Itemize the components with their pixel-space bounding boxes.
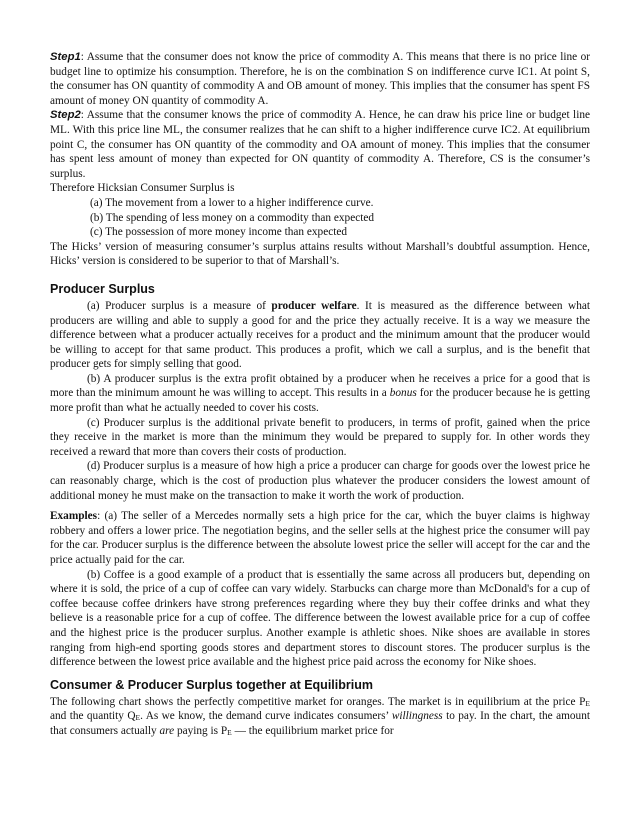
eq-t4: to pay. In the chart, the amount that consumers actually: [50, 710, 590, 737]
document-page: [50, 50, 590, 739]
list-item: (a) The movement from a lower to a higher indifference curve.: [90, 196, 374, 209]
hicksian-list: [50, 196, 590, 240]
hicksian-intro: Therefore Hicksian Consumer Surplus is: [50, 182, 235, 195]
examples-a-text: : (a) The seller of a Mercedes normally sets a high price for the car, which the buyer claims is highway robbery and offers a lower price. The negotiation begins, and the seller sells at the highest price the consumer will pay for the car. Producer surplus is the difference between the absolute lowest price the seller will accept for the car and the price actually paid for the car.: [50, 510, 590, 566]
examples-paragraph-b: (b) Coffee is a good example of a product that is essentially the same across all producers but, depending on where it is sold, the price of a cup of coffee can vary widely. Starbucks can charge more than McDonald's for a cup of coffee because coffee drinkers have strong preferences regarding where they buy their coffee drinks and what they believe is a reasonable price for a cup of coffee. The difference between the lowest available price for a cup of coffee and the highest price is the producer surplus. Another example is athletic shoes. Nike shoes are available in stores ranging from high-end sporting goods stores and department stores to discount stores. The producer surplus is the difference between the lowest price available and the highest price paid across the economy for Nike shoes.: [50, 568, 590, 669]
hicks-conclusion: The Hicks’ version of measuring consumer’s surplus attains results without Marshall’s doubtful assumption. Hence, Hicks’ version is considered to be superior to that of Marshall’s.: [50, 240, 590, 268]
list-item: (c) The possession of more money income than expected: [90, 226, 348, 239]
producer-surplus-d: (d) Producer surplus is a measure of how high a price a producer can charge for goods over the lowest price he can reasonably charge, which is the cost of production plus whatever the producer considers the lowest amount of additional money he must make on the transaction to make it worth the work of production.: [50, 460, 590, 502]
equilibrium-heading: Consumer & Producer Surplus together at Equilibrium: [50, 677, 373, 692]
producer-surplus-b: [50, 372, 590, 416]
ps-a-bold: producer welfare: [271, 299, 357, 312]
eq-t5: paying is P: [174, 724, 228, 737]
step1-paragraph: [50, 50, 590, 108]
eq-t2: and the quantity Q: [50, 710, 136, 723]
step1-label: Step1: [50, 51, 81, 63]
step1-text: : Assume that the consumer does not know the price of commodity A. This means that there is no price line or budget line to optimize his consumption. Therefore, he is on the combination S on indifference curve IC1. At point S, the consumer has ON quantity of commodity A and OB amount of money. This implies that the consumer has spent FS amount of money ON quantity of commodity A.: [50, 51, 590, 107]
eq-sub1: E: [585, 698, 590, 708]
eq-it1: willingness: [391, 710, 443, 723]
ps-b-post: for the producer because he is getting more profit than what he actually needed to cover his costs.: [50, 387, 590, 415]
ps-a-pre: (a) Producer surplus is a measure of: [87, 299, 272, 312]
examples-label: Examples: [50, 510, 98, 523]
step2-paragraph: [50, 108, 590, 181]
ps-b-pre: (b) A producer surplus is the extra profit obtained by a producer when he receives a price for a good that is more than the minimum amount he was willing to accept. This results in a: [50, 372, 590, 400]
eq-t3: . As we know, the demand curve indicates consumers’: [140, 710, 392, 723]
eq-it2: are: [159, 724, 175, 737]
ps-a-post: . It is measured as the difference between what producers are willing and able to supply a good for and the price they actually receive. It is a way we measure the difference between what a producer actually receives for a product and the minimum amount that the producer would be willing to accept for that same product. This produces a profit, which we call a surplus, and is the benefit that producer gets for simply selling that good.: [50, 299, 591, 371]
list-item: (b) The spending of less money on a commodity than expected: [90, 211, 375, 224]
eq-sub2: E: [135, 713, 141, 723]
ps-b-italic: bonus: [389, 387, 417, 400]
eq-t6: — the equilibrium market price for: [231, 724, 394, 737]
step2-text: : Assume that the consumer knows the price of commodity A. Hence, he can draw his price line or budget line ML. With this price line ML, the consumer realizes that he can shift to a higher indifference curve IC2. At equilibrium point C, the consumer has ON quantity of the commodity and OA amount of money. This implies that the consumer has spent less amount of money than expected for ON quantity of commodity A. Therefore, CS is the consumer’s surplus.: [50, 109, 590, 180]
eq-sub3: E: [227, 727, 232, 737]
equilibrium-paragraph: [50, 695, 590, 739]
eq-t1: The following chart shows the perfectly competitive market for oranges. The market is in equilibrium at the price P: [50, 695, 586, 708]
examples-paragraph-a: [50, 509, 590, 567]
producer-surplus-a: [50, 299, 590, 372]
producer-surplus-heading: Producer Surplus: [50, 281, 155, 296]
producer-surplus-c: (c) Producer surplus is the additional private benefit to producers, in terms of profit, gained when the price they receive in the market is more than the minimum they would be prepared to supply for. In other words they received a reward that more than covers their costs of production.: [50, 416, 590, 458]
step2-label: Step2: [50, 109, 81, 122]
